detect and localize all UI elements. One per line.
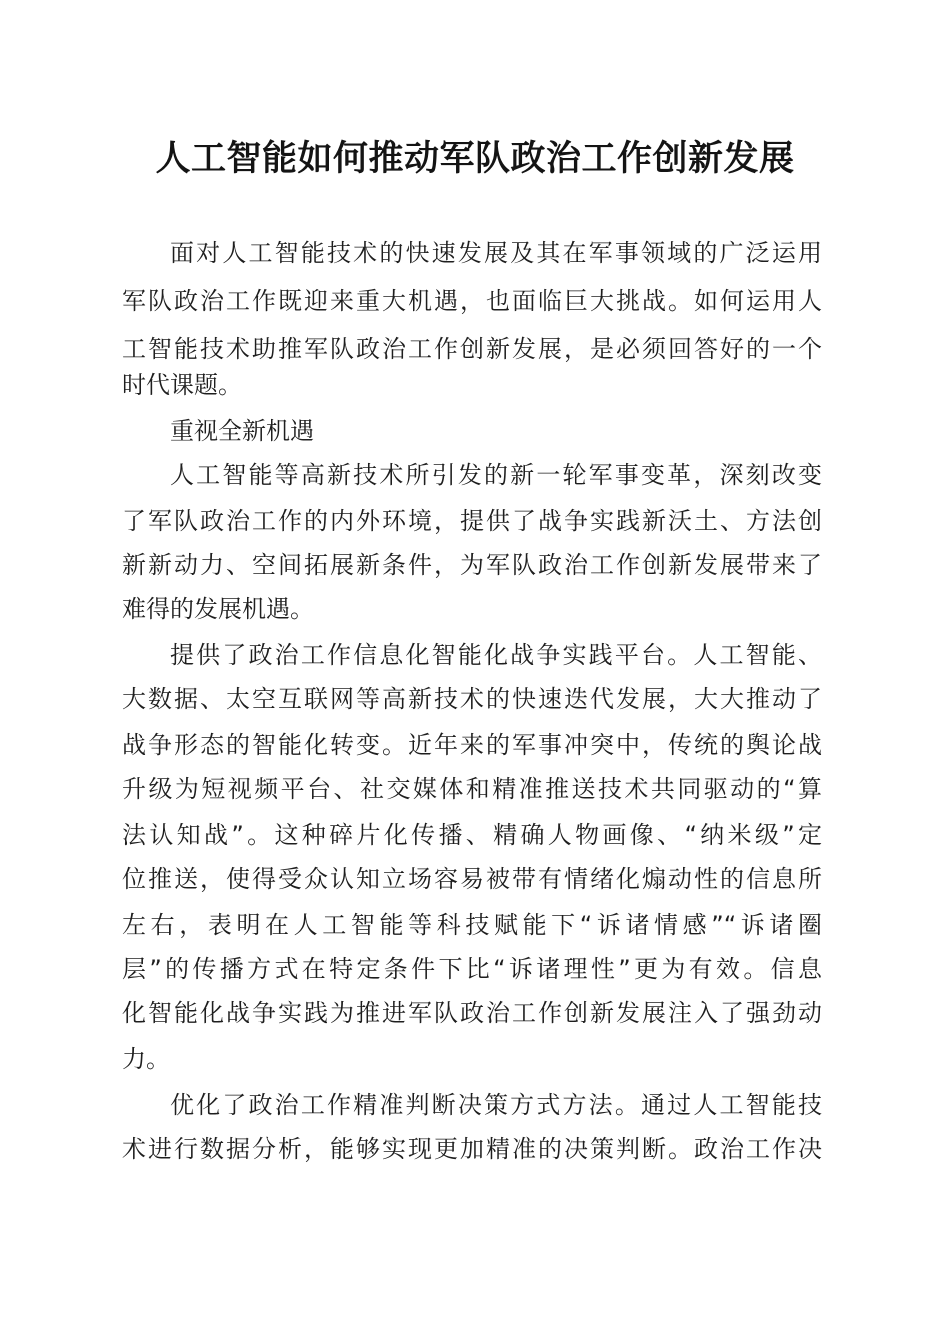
paragraph-line: 力。 <box>122 1045 170 1073</box>
paragraph-line: 人工智能等高新技术所引发的新一轮军事变革，深刻改变 <box>170 461 822 489</box>
paragraph-line: 时代课题。 <box>122 371 242 399</box>
paragraph-line: 难得的发展机遇。 <box>122 595 314 623</box>
paragraph-line: 军队政治工作既迎来重大机遇，也面临巨大挑战。如何运用人 <box>122 287 822 315</box>
paragraph-line: 位推送，使得受众认知立场容易被带有情绪化煽动性的信息所 <box>122 865 822 893</box>
paragraph-line: 术进行数据分析，能够实现更加精准的决策判断。政治工作决 <box>122 1135 822 1163</box>
paragraph-line: 升级为短视频平台、社交媒体和精准推送技术共同驱动的“算 <box>122 775 822 803</box>
paragraph-line: 法认知战”。这种碎片化传播、精确人物画像、“纳米级”定 <box>122 821 822 849</box>
paragraph-line: 工智能技术助推军队政治工作创新发展，是必须回答好的一个 <box>122 335 822 363</box>
paragraph-line: 层”的传播方式在特定条件下比“诉诸理性”更为有效。信息 <box>122 955 822 983</box>
paragraph-line: 左右，表明在人工智能等科技赋能下“诉诸情感”“诉诸圈 <box>122 911 822 939</box>
paragraph-line: 新新动力、空间拓展新条件，为军队政治工作创新发展带来了 <box>122 551 822 579</box>
paragraph-line: 大数据、太空互联网等高新技术的快速迭代发展，大大推动了 <box>122 685 822 713</box>
paragraph-line: 了军队政治工作的内外环境，提供了战争实践新沃土、方法创 <box>122 507 822 535</box>
document-title: 人工智能如何推动军队政治工作创新发展 <box>155 138 795 179</box>
paragraph-line: 提供了政治工作信息化智能化战争实践平台。人工智能、 <box>170 641 822 669</box>
paragraph-line: 化智能化战争实践为推进军队政治工作创新发展注入了强劲动 <box>122 999 822 1027</box>
paragraph-line: 优化了政治工作精准判断决策方式方法。通过人工智能技 <box>170 1091 822 1119</box>
section-heading: 重视全新机遇 <box>170 417 314 445</box>
paragraph-line: 战争形态的智能化转变。近年来的军事冲突中，传统的舆论战 <box>122 731 822 759</box>
paragraph-line: 面对人工智能技术的快速发展及其在军事领域的广泛运用 <box>170 239 822 267</box>
